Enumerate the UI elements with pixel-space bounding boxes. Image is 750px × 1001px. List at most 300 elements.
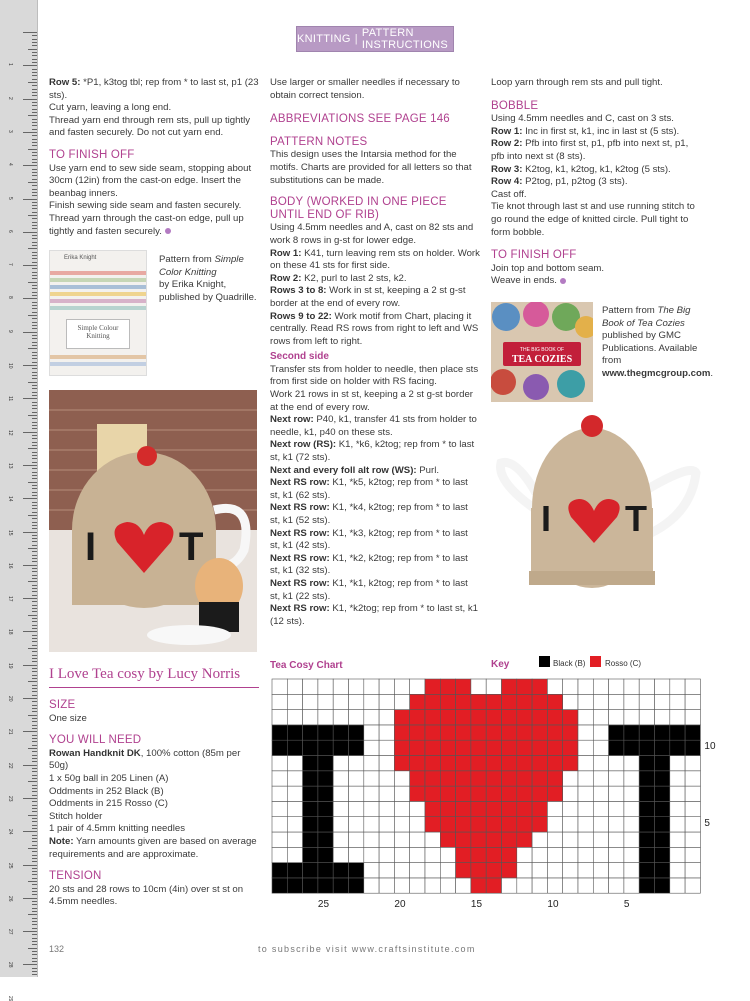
- ruler-tick: [32, 238, 37, 239]
- chart-cell: [364, 771, 379, 786]
- chart-cell-filled: [655, 786, 670, 801]
- ruler-tick: [23, 432, 37, 433]
- ruler-tick: [32, 355, 37, 356]
- chart-cell-filled: [486, 694, 501, 709]
- ruler-tick: [23, 132, 37, 133]
- x-tick-label: 25: [317, 899, 330, 911]
- ruler-tick: [23, 765, 37, 766]
- ruler-tick: [32, 685, 37, 686]
- ruler-tick: [32, 591, 37, 592]
- ruler-tick: [32, 292, 37, 293]
- chart-cell: [303, 710, 318, 725]
- ruler-tick: [28, 149, 37, 150]
- chart-cell-filled: [440, 786, 455, 801]
- ruler-tick: [32, 761, 37, 762]
- chart-cell-filled: [410, 725, 425, 740]
- chart-cell: [364, 710, 379, 725]
- chart-cell-filled: [517, 756, 532, 771]
- ruler-tick: [32, 645, 37, 646]
- chart-cell: [578, 710, 593, 725]
- ruler-tick: [28, 482, 37, 483]
- chart-cell-filled: [456, 710, 471, 725]
- chart-cell: [670, 863, 685, 878]
- chart-cell-filled: [502, 817, 517, 832]
- chart-cell: [379, 847, 394, 862]
- chart-cell: [440, 878, 455, 893]
- chart-cell: [333, 679, 348, 694]
- chart-cell-filled: [456, 725, 471, 740]
- svg-text:I: I: [85, 525, 97, 569]
- chart-cell-filled: [287, 878, 302, 893]
- chart-cell-filled: [318, 740, 333, 755]
- chart-cell-filled: [517, 740, 532, 755]
- chart-cell: [364, 740, 379, 755]
- ruler-label: 6: [7, 229, 13, 233]
- ruler-tick: [32, 801, 37, 802]
- ruler-tick: [32, 628, 37, 629]
- chart-cell-filled: [547, 740, 562, 755]
- ruler-tick: [28, 715, 37, 716]
- chart-cell: [333, 847, 348, 862]
- ruler-tick: [32, 112, 37, 113]
- ruler-tick: [32, 85, 37, 86]
- ruler-tick: [32, 618, 37, 619]
- ruler-tick: [28, 248, 37, 249]
- ruler-tick: [32, 402, 37, 403]
- column-1-lower: [49, 690, 261, 909]
- chart-cell: [394, 786, 409, 801]
- chart-cell: [379, 878, 394, 893]
- ruler-tick: [32, 405, 37, 406]
- castoff-text: Cast off.: [491, 188, 527, 200]
- chart-cell: [685, 679, 700, 694]
- teapot-photo: [491, 413, 701, 593]
- ruler-tick: [32, 845, 37, 846]
- ruler-tick: [32, 392, 37, 393]
- ruler-tick: [32, 445, 37, 446]
- ruler-tick: [32, 295, 37, 296]
- ruler-tick: [28, 515, 37, 516]
- ruler-label: 23: [7, 795, 13, 802]
- chart-cell-filled: [502, 771, 517, 786]
- svg-text:THE BIG BOOK OF: THE BIG BOOK OF: [519, 347, 565, 353]
- ruler-tick: [28, 315, 37, 316]
- chart-cell-filled: [532, 740, 547, 755]
- ruler-tick: [23, 964, 37, 965]
- ruler-tick: [32, 894, 37, 895]
- chart-cell-filled: [287, 863, 302, 878]
- ruler-tick: [23, 598, 37, 599]
- chart-cell-filled: [425, 771, 440, 786]
- chart-cell-filled: [685, 740, 700, 755]
- ruler-label: 7: [7, 263, 13, 266]
- chart-cell: [364, 863, 379, 878]
- chart-cell: [318, 694, 333, 709]
- tea-cosy-photo-illustration: [49, 390, 257, 652]
- ruler-tick: [32, 378, 37, 379]
- ruler-tick: [28, 581, 37, 582]
- ruler-tick: [32, 109, 37, 110]
- chart-cell-filled: [502, 710, 517, 725]
- ruler-tick: [32, 878, 37, 879]
- chart-cell: [593, 847, 608, 862]
- weave-text: Weave in ends.: [491, 275, 701, 288]
- chart-cell-filled: [333, 725, 348, 740]
- chart-cell: [272, 832, 287, 847]
- column-3: [491, 77, 701, 288]
- ruler-tick: [32, 475, 37, 476]
- chart-cell: [349, 694, 364, 709]
- legend-swatch-black: [539, 656, 550, 667]
- ruler-tick: [28, 82, 37, 83]
- chart-cell: [440, 863, 455, 878]
- row5-text: Row 5: *P1, k3tog tbl; rep from * to last st, p1 (23 sts).: [49, 77, 259, 101]
- body-heading: BODY (WORKED IN ONE PIECE UNTIL END OF RIB): [270, 196, 447, 221]
- ruler-tick: [32, 368, 37, 369]
- chart-cell-filled: [456, 847, 471, 862]
- chart-cell-filled: [471, 710, 486, 725]
- ruler-label: 2: [7, 96, 13, 100]
- chart-cell-filled: [333, 740, 348, 755]
- chart-cell-filled: [425, 694, 440, 709]
- chart-cell: [379, 801, 394, 816]
- ruler-tick: [32, 258, 37, 259]
- chart-cell: [639, 694, 654, 709]
- chart-cell: [624, 817, 639, 832]
- need-4: Oddments in 215 Rosso (C): [49, 798, 168, 810]
- chart-cell: [609, 801, 624, 816]
- chart-cell-filled: [410, 786, 425, 801]
- chart-cell: [593, 740, 608, 755]
- chart-cell-filled: [517, 771, 532, 786]
- ruler-tick: [32, 558, 37, 559]
- chart-cell: [379, 740, 394, 755]
- finish-text-2: Finish sewing side seam and fasten securely. Thread yarn through the cast-on edge, pull up tightly and fasten securely.: [49, 200, 244, 237]
- chart-cell-filled: [486, 725, 501, 740]
- chart-cell: [486, 679, 501, 694]
- ruler-tick: [32, 755, 37, 756]
- side-ruler: [0, 0, 38, 1001]
- chart-cell-filled: [532, 817, 547, 832]
- chart-cell: [670, 817, 685, 832]
- ruler-tick: [32, 318, 37, 319]
- chart-cell-filled: [425, 786, 440, 801]
- chart-cell-filled: [486, 817, 501, 832]
- ruler-tick: [32, 871, 37, 872]
- chart-cell-filled: [471, 725, 486, 740]
- x-tick-label: 20: [394, 899, 406, 911]
- chart-cell: [593, 801, 608, 816]
- ruler-tick: [23, 831, 37, 832]
- next-row-7: Next RS row: K1, *k2, k2tog; rep from * to last st, k1 (32 sts).: [270, 552, 468, 577]
- chart-cell: [333, 817, 348, 832]
- chart-cell-filled: [471, 740, 486, 755]
- chart-cell: [609, 771, 624, 786]
- ruler-tick: [32, 139, 37, 140]
- chart-cell: [547, 817, 562, 832]
- need-5: Stitch holder: [49, 810, 103, 822]
- chart-cell: [364, 725, 379, 740]
- chart-cell: [364, 847, 379, 862]
- chart-cell: [333, 710, 348, 725]
- chart-cell-filled: [639, 740, 654, 755]
- chart-cell: [379, 817, 394, 832]
- chart-cell: [379, 710, 394, 725]
- ruler-tick: [32, 418, 37, 419]
- ruler-label: 26: [7, 895, 13, 902]
- ruler-tick: [32, 408, 37, 409]
- chart-cell: [394, 801, 409, 816]
- chart-cell: [333, 801, 348, 816]
- chart-cell-filled: [303, 801, 318, 816]
- chart-cell-filled: [486, 710, 501, 725]
- chart-cell-filled: [655, 878, 670, 893]
- ruler-tick: [28, 648, 37, 649]
- chart-cell: [410, 679, 425, 694]
- ruler-tick: [32, 818, 37, 819]
- ruler-tick: [23, 798, 37, 799]
- body-row3: Rows 3 to 8: Work in st st, keeping a 2 st g-st border at the end of every row.: [270, 285, 466, 309]
- ruler-tick: [28, 548, 37, 549]
- ruler-tick: [23, 465, 37, 466]
- ruler-tick: [32, 621, 37, 622]
- ruler-tick: [28, 115, 37, 116]
- ruler-tick: [32, 758, 37, 759]
- chart-cell: [333, 786, 348, 801]
- chart-cell: [593, 725, 608, 740]
- next-row-9: Next RS row: K1, *k2tog; rep from * to last st, k1 (12 sts).: [270, 603, 478, 627]
- chart-cell-filled: [287, 740, 302, 755]
- chart-cell: [272, 801, 287, 816]
- ruler-tick: [32, 541, 37, 542]
- tea-cosy-photo: [49, 390, 257, 652]
- chart-cell-filled: [624, 725, 639, 740]
- ruler-tick: [32, 891, 37, 892]
- ruler-tick: [32, 185, 37, 186]
- chart-cell: [578, 878, 593, 893]
- ruler-tick: [32, 129, 37, 130]
- body-row1: Row 1: K41, turn leaving rem sts on holder. Work on these 41 sts for first side.: [270, 247, 480, 272]
- ruler-label: 10: [7, 363, 13, 369]
- chart-cell: [593, 756, 608, 771]
- chart-svg: [271, 678, 701, 894]
- ruler-tick: [32, 179, 37, 180]
- chart-cell-filled: [502, 786, 517, 801]
- second-side-heading: Second side: [270, 351, 329, 363]
- chart-cell-filled: [532, 801, 547, 816]
- chart-cell: [379, 679, 394, 694]
- chart-cell: [272, 817, 287, 832]
- tension-text: 20 sts and 28 rows to 10cm (4in) over st st on 4.5mm needles.: [49, 883, 244, 908]
- ruler-tick: [32, 858, 37, 859]
- ruler-tick: [32, 502, 37, 503]
- chart-cell-filled: [639, 725, 654, 740]
- ruler-tick: [32, 145, 37, 146]
- chart-cell: [272, 771, 287, 786]
- ruler-label: 20: [7, 696, 13, 702]
- ruler-tick: [32, 678, 37, 679]
- ruler-label: 5: [7, 196, 13, 200]
- ruler-tick: [32, 195, 37, 196]
- chart-cell-filled: [502, 847, 517, 862]
- ruler-tick: [32, 452, 37, 453]
- ruler-tick: [32, 428, 37, 429]
- ruler-label: 16: [7, 562, 13, 569]
- chart-cell: [578, 756, 593, 771]
- footer-url[interactable]: to subscribe visit www.craftsinstitute.com: [258, 944, 476, 954]
- chart-cell-filled: [394, 756, 409, 771]
- ruler-tick: [28, 448, 37, 449]
- chart-cell-filled: [639, 847, 654, 862]
- chart-cell: [349, 771, 364, 786]
- ruler-tick: [32, 691, 37, 692]
- ruler-tick: [32, 538, 37, 539]
- chart-cell: [609, 710, 624, 725]
- chart-cell: [547, 832, 562, 847]
- ruler-tick: [32, 262, 37, 263]
- chart-cell: [624, 847, 639, 862]
- chart-cell-filled: [486, 847, 501, 862]
- chart-cell: [333, 832, 348, 847]
- ruler-tick: [32, 571, 37, 572]
- page-number: 132: [49, 944, 65, 954]
- ruler-tick: [28, 182, 37, 183]
- chart-cell: [394, 863, 409, 878]
- book-author: Erika Knight: [64, 255, 97, 261]
- ruler-tick: [23, 232, 37, 233]
- chart-cell-filled: [425, 756, 440, 771]
- chart-cell-filled: [440, 694, 455, 709]
- chart-cell: [287, 786, 302, 801]
- chart-cell-filled: [517, 801, 532, 816]
- chart-cell: [685, 771, 700, 786]
- ruler-tick: [32, 308, 37, 309]
- ruler-tick: [32, 835, 37, 836]
- chart-cell: [532, 847, 547, 862]
- end-dot-icon: [165, 228, 171, 234]
- cut-text: Cut yarn, leaving a long end.: [49, 102, 172, 114]
- chart-cell-filled: [394, 740, 409, 755]
- ruler-tick: [32, 968, 37, 969]
- chart-cell-filled: [440, 832, 455, 847]
- chart-cell: [410, 847, 425, 862]
- chart-cell: [272, 756, 287, 771]
- ruler-tick: [32, 225, 37, 226]
- ruler-tick: [32, 788, 37, 789]
- ruler-tick: [32, 385, 37, 386]
- chart-cell: [287, 679, 302, 694]
- ruler-tick: [32, 492, 37, 493]
- ruler-tick: [32, 278, 37, 279]
- ruler-tick: [28, 914, 37, 915]
- chart-cell: [624, 694, 639, 709]
- ruler-tick: [28, 781, 37, 782]
- chart-cell: [609, 679, 624, 694]
- ruler-tick: [32, 718, 37, 719]
- ruler-tick: [32, 811, 37, 812]
- chart-cell: [670, 786, 685, 801]
- chart-cell-filled: [272, 740, 287, 755]
- ruler-tick: [23, 298, 37, 299]
- chart-cell: [563, 863, 578, 878]
- ruler-tick: [32, 122, 37, 123]
- ruler-tick: [32, 938, 37, 939]
- ruler-tick: [32, 328, 37, 329]
- chart-cell: [578, 694, 593, 709]
- pattern-title: I Love Tea cosy by Lucy Norris: [49, 666, 259, 688]
- ruler-tick: [32, 372, 37, 373]
- chart-cell: [287, 694, 302, 709]
- chart-cell: [394, 694, 409, 709]
- chart-cell-filled: [425, 740, 440, 755]
- chart-cell-filled: [639, 771, 654, 786]
- ruler-tick: [32, 52, 37, 53]
- chart-cell: [379, 832, 394, 847]
- tie-text: Tie knot through last st and use running stitch to go round the edge of knitted circle. Pull tight to form bobble.: [491, 201, 695, 238]
- chart-cell: [349, 847, 364, 862]
- legend-label-rosso: Rosso (C): [605, 659, 642, 668]
- chart-cell-filled: [272, 863, 287, 878]
- ruler-tick: [23, 865, 37, 866]
- chart-cell-filled: [532, 694, 547, 709]
- ruler-tick: [32, 735, 37, 736]
- ruler-tick: [32, 272, 37, 273]
- chart-cell-filled: [471, 694, 486, 709]
- chart-cell-filled: [655, 832, 670, 847]
- chart-cell: [394, 817, 409, 832]
- chart-cell: [624, 832, 639, 847]
- chart-cell: [425, 863, 440, 878]
- banner-knitting: KNITTING: [297, 33, 351, 45]
- next-row-8: Next RS row: K1, *k1, k2tog; rep from * to last st, k1 (22 sts).: [270, 577, 468, 602]
- ruler-label: 9: [7, 329, 13, 333]
- ruler-tick: [32, 212, 37, 213]
- chart-cell: [670, 694, 685, 709]
- chart-cell-filled: [670, 740, 685, 755]
- ruler-tick: [32, 695, 37, 696]
- chart-cell: [670, 847, 685, 862]
- chart-cell-filled: [303, 771, 318, 786]
- ruler-tick: [32, 152, 37, 153]
- chart-cell: [593, 694, 608, 709]
- ruler-tick: [32, 775, 37, 776]
- chart-cell: [272, 786, 287, 801]
- chart-cell: [410, 817, 425, 832]
- legend-swatch-rosso: [590, 656, 601, 667]
- chart-cell: [532, 863, 547, 878]
- ruler-tick: [32, 169, 37, 170]
- ruler-tick: [32, 412, 37, 413]
- chart-cell: [609, 786, 624, 801]
- chart-key-label: Key: [491, 659, 510, 670]
- chart-cell: [532, 832, 547, 847]
- ruler-tick: [32, 688, 37, 689]
- ruler-tick: [32, 608, 37, 609]
- chart-cell: [425, 847, 440, 862]
- chart-cell: [670, 771, 685, 786]
- chart-cell: [349, 756, 364, 771]
- chart-cell-filled: [502, 863, 517, 878]
- ruler-tick: [32, 35, 37, 36]
- chart-cell: [272, 847, 287, 862]
- chart-cell-filled: [502, 801, 517, 816]
- tea-cosy-chart: [271, 678, 701, 899]
- ruler-tick: [32, 868, 37, 869]
- chart-cell-filled: [609, 725, 624, 740]
- ruler-tick: [32, 518, 37, 519]
- chart-cell-filled: [547, 786, 562, 801]
- ruler-tick: [32, 884, 37, 885]
